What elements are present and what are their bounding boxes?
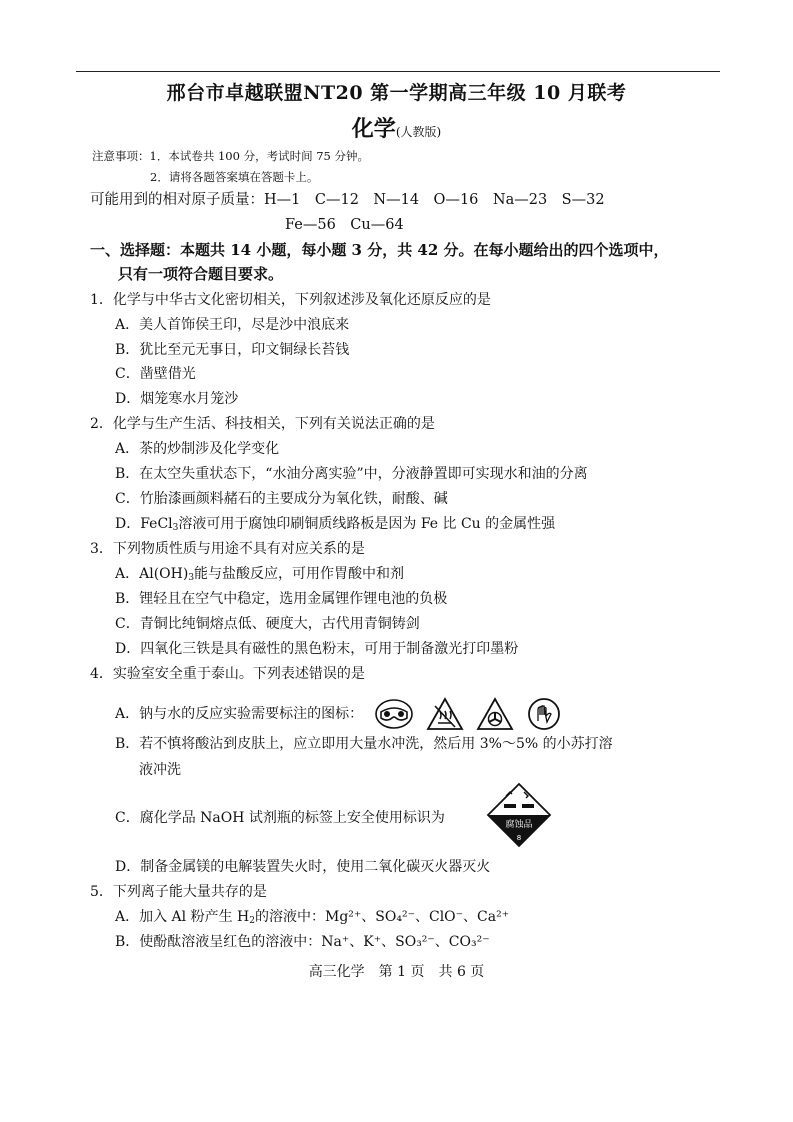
q4-option-b-cont: 液冲洗: [139, 762, 181, 778]
corrosive-hazard-label: [486, 782, 552, 848]
hazard-class-number: 8: [516, 834, 522, 842]
safety-icons: [374, 697, 569, 731]
q2-stem: 2．化学与生产生活、科技相关，下列有关说法正确的是: [90, 416, 435, 432]
bleed-through-text: [612, 80, 793, 900]
q5-stem: 5．下列离子能大量共存的是: [90, 884, 267, 900]
atomic-masses-line2: Fe—56 Cu—64: [285, 217, 404, 233]
notes-label: 注意事项：: [92, 149, 150, 163]
q1-stem: 1．化学与中华古文化密切相关，下列叙述涉及氧化还原反应的是: [90, 292, 491, 308]
ventilation-icon: [476, 697, 514, 731]
hand-wash-icon: [527, 697, 561, 731]
section1-heading: 一、选择题：本题共 14 小题，每小题 3 分，共 42 分。在每小题给出的四个选项中，: [90, 241, 669, 259]
atomic-masses-line1: 可能用到的相对原子质量：H—1 C—12 N—14 O—16 Na—23 S—32: [90, 192, 605, 208]
q1-option-b: B．犹比至元无事日，印文铜绿长苔钱: [115, 342, 350, 358]
notes-item1: 注意事项：1．本试卷共 100 分，考试时间 75 分钟。: [92, 149, 370, 163]
section1-heading-cont: 只有一项符合题目要求。: [118, 265, 284, 283]
q4-option-d: D．制备金属镁的电解装置失火时，使用二氧化碳灭火器灭火: [115, 859, 491, 875]
q2-option-d: D．FeCl$_3$溶液可用于腐蚀印刷铜质线路板是因为 Fe 比 Cu 的金属性强: [115, 516, 556, 533]
subject-edition: (人教版): [395, 125, 442, 139]
q3-option-d: D．四氧化三铁是具有磁性的黑色粉末，可用于制备激光打印墨粉: [115, 641, 519, 657]
q2-option-a: A．茶的炒制涉及化学变化: [115, 441, 280, 457]
top-rule: [76, 71, 720, 72]
hot-surface-icon: [426, 697, 464, 731]
exam-title: 邢台市卓越联盟NT20 第一学期高三年级 10 月联考: [166, 82, 627, 104]
q3-option-c: C．青铜比纯铜熔点低、硬度大，古代用青铜铸剑: [115, 616, 420, 632]
corrosive-label-text: 腐蚀品: [505, 820, 533, 830]
notes-item2: 2．请将各题答案填在答题卡上。: [150, 170, 319, 184]
q4-option-b: B．若不慎将酸沾到皮肤上，应立即用大量水冲洗，然后用 3%～5% 的小苏打溶: [115, 736, 613, 752]
q2-option-c: C．竹胎漆画颜料赭石的主要成分为氧化铁，耐酸、碱: [115, 491, 448, 507]
q1-option-d: D．烟笼寒水月笼沙: [115, 391, 239, 407]
q4-stem: 4．实验室安全重于泰山。下列表述错误的是: [90, 666, 365, 682]
page-footer: 高三化学 第 1 页 共 6 页: [308, 964, 485, 980]
q4-option-c: C．腐化学品 NaOH 试剂瓶的标签上安全使用标识为: [115, 810, 445, 826]
goggles-icon: [374, 698, 414, 730]
exam-subject: [0, 112, 793, 143]
q5-option-b: B．使酚酞溶液呈红色的溶液中：Na⁺、K⁺、SO₃²⁻、CO₃²⁻: [115, 934, 490, 950]
q2-option-b: B．在太空失重状态下，“水油分离实验”中，分液静置即可实现水和油的分离: [115, 466, 588, 482]
q3-stem: 3．下列物质性质与用途不具有对应关系的是: [90, 541, 365, 557]
q1-option-c: C．凿壁借光: [115, 366, 196, 382]
subject-name: 化学: [351, 116, 396, 142]
q3-option-a: A．$Al(OH)_3$能与盐酸反应，可用作胃酸中和剂: [115, 566, 405, 583]
q4-option-a: A．钠与水的反应实验需要标注的图标：: [115, 697, 569, 731]
q1-option-a: A．美人首饰侯王印，尽是沙中浪底来: [115, 317, 350, 333]
q5-option-a: A．加入 Al 粉产生 $H_2$的溶液中：Mg²⁺、SO₄²⁻、ClO⁻、Ca²⁺: [115, 909, 510, 926]
q3-option-b: B．锂轻且在空气中稳定，选用金属锂作锂电池的负极: [115, 591, 448, 607]
